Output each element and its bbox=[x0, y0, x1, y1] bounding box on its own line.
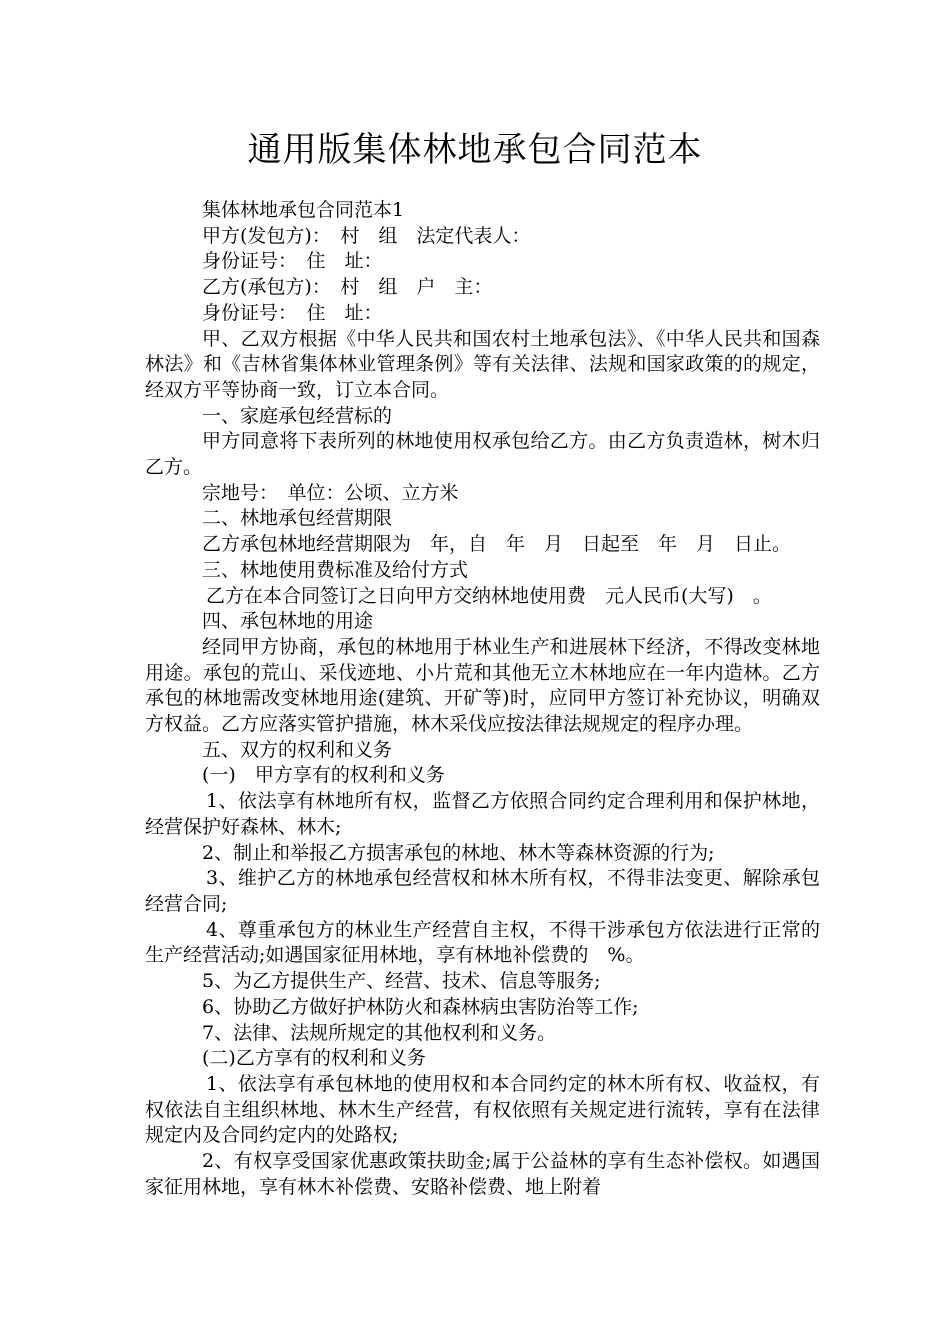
paragraph-contract-heading: 集体林地承包合同范本1 bbox=[202, 199, 405, 221]
paragraph-parcel: 宗地号： 单位：公顷、立方米 bbox=[202, 481, 459, 504]
document-title: 通用版集体林地承包合同范本 bbox=[247, 130, 703, 170]
list-item-a-3: 3、维护乙方的林地承包经营权和林木所有权，不得非法变更、解除承包经营合同; bbox=[145, 867, 820, 915]
list-item-a-4: 4、尊重承包方的林业生产经营自主权，不得干涉承包方依法进行正常的生产经营活动;如遇国家征用林地，享有林地补偿费的 %。 bbox=[145, 918, 820, 967]
paragraph-section-3: 乙方在本合同签订之日向甲方交纳林地使用费 元人民币(大写) 。 bbox=[206, 584, 772, 607]
paragraph-section-2: 乙方承包林地经营期限为 年，自 年 月 日起至 年 月 日止。 bbox=[202, 533, 792, 556]
list-item-b-1: 1、依法享有承包林地的使用权和本合同约定的林木所有权、收益权，有权依法自主组织林地、林木生产经营，有权依照有关规定进行流转，享有在法律规定内及合同约定内的处路权; bbox=[145, 1072, 820, 1147]
section-heading-3: 三、林地使用费标准及给付方式 bbox=[202, 558, 469, 581]
paragraph-party-b-id: 身份证号： 住 址： bbox=[202, 301, 383, 324]
paragraph-party-a-id: 身份证号： 住 址： bbox=[202, 250, 383, 273]
paragraph-party-a: 甲方(发包方)： 村 组 法定代表人： bbox=[202, 224, 531, 247]
section-heading-2: 二、林地承包经营期限 bbox=[202, 507, 393, 530]
section-heading-4: 四、承包林地的用途 bbox=[202, 610, 374, 633]
subsection-heading-a: (一) 甲方享有的权利和义务 bbox=[202, 764, 445, 787]
document-body bbox=[145, 198, 820, 1200]
section-heading-5: 五、双方的权利和义务 bbox=[202, 738, 393, 761]
list-item-b-2: 2、有权享受国家优惠政策扶助金;属于公益林的享有生态补偿权。如遇国家征用林地，享有林木补偿费、安賂补偿费、地上附着 bbox=[145, 1150, 820, 1198]
list-item-a-5: 5、为乙方提供生产、经营、技术、信息等服务; bbox=[202, 970, 601, 993]
list-item-a-7: 7、法律、法规所规定的其他权利和义务。 bbox=[202, 1021, 557, 1044]
paragraph-section-4: 经同甲方协商，承包的林地用于林业生产和进展林下经济，不得改变林地用途。承包的荒山、采伐迹地、小片荒和其他无立木林地应在一年内造林。乙方承包的林地需改变林地用途(建筑、开矿等)时，应同甲方签订补充协议，明确双方权益。乙方应落实管护措施，林木采伐应按法律法规规定的程序办理。 bbox=[145, 635, 820, 736]
section-heading-1: 一、家庭承包经营标的 bbox=[202, 404, 393, 427]
list-item-a-1: 1、依法享有林地所有权，监督乙方依照合同约定合理利用和保护林地，经营保护好森林、林木; bbox=[145, 790, 820, 838]
list-item-a-2: 2、制止和举报乙方损害承包的林地、林木等森林资源的行为; bbox=[202, 841, 715, 864]
paragraph-party-b: 乙方(承包方)： 村 组 户 主： bbox=[202, 276, 493, 299]
list-item-a-6: 6、协助乙方做好护林防火和森林病虫害防治等工作; bbox=[202, 995, 639, 1018]
paragraph-section-1: 甲方同意将下表所列的林地使用权承包给乙方。由乙方负责造林，树木归乙方。 bbox=[145, 430, 820, 479]
paragraph-preamble: 甲、乙双方根据《中华人民共和国农村土地承包法》、《中华人民共和国森林法》和《吉林省集体林业管理条例》等有关法律、法规和国家政策的的规定，经双方平等协商一致，订立本合同。 bbox=[145, 327, 820, 401]
subsection-heading-b: (二)乙方享有的权利和义务 bbox=[202, 1047, 426, 1070]
